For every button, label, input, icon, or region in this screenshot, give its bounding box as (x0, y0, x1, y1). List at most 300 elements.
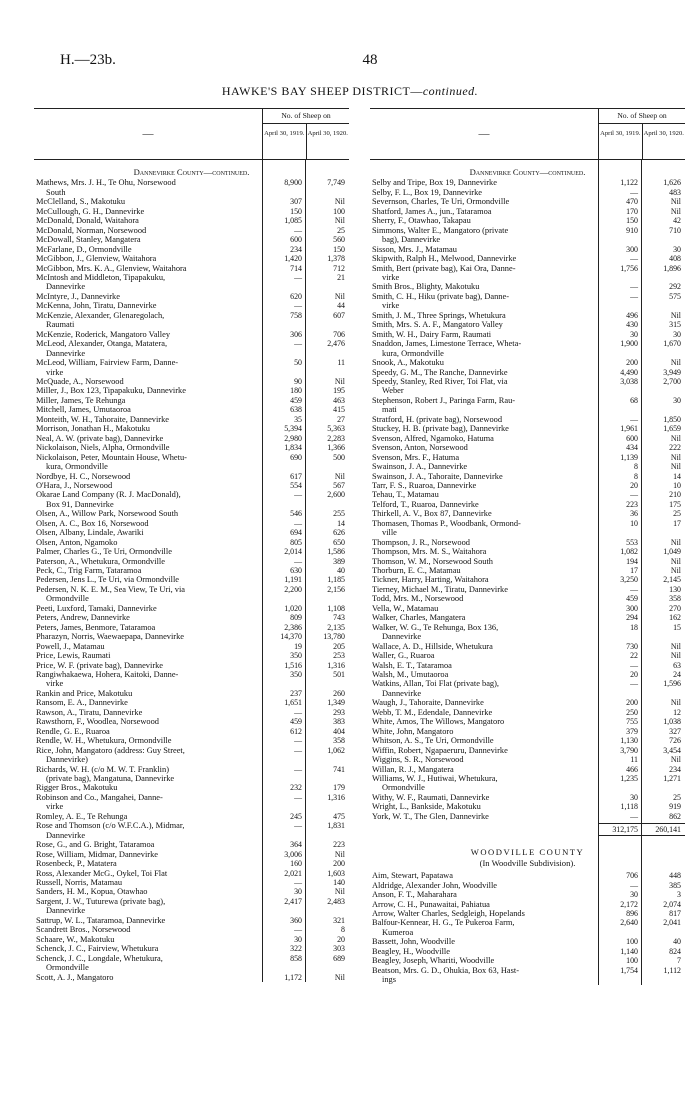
table-row (34, 528, 349, 537)
sheep-1919: 554 (290, 480, 302, 490)
holder-name: Rawson, A., Tiratu, Dannevirke (36, 707, 143, 717)
sheep-1920: 150 (333, 244, 345, 254)
sheep-1919: 307 (290, 197, 302, 207)
holder-name: McDonald, Donald, Waitahora (36, 216, 139, 226)
row-name-cell (34, 935, 263, 944)
sheep-1919: — (294, 556, 302, 566)
holder-name: virke (382, 272, 400, 282)
header-number-group (263, 109, 349, 159)
row-name-cell (370, 698, 599, 707)
sheep-1920: 10 (673, 480, 681, 490)
sheep-1919: — (630, 811, 638, 821)
sheep-1919: — (294, 272, 302, 282)
row-name-cell (34, 377, 263, 386)
sheep-1919 (263, 906, 306, 915)
sheep-1919: 620 (290, 291, 302, 301)
holder-name: Williams, W. J., Hutiwai, Whetukura, (372, 774, 498, 783)
table-row (34, 651, 349, 660)
holder-name: Scott, A. J., Mangatoro (36, 972, 114, 982)
sheep-1920: 383 (333, 717, 345, 727)
row-name-cell (34, 973, 263, 982)
sheep-1920 (642, 689, 685, 698)
sheep-1920: 321 (333, 915, 345, 925)
sheep-1919: — (630, 291, 638, 301)
row-name-cell (34, 575, 263, 584)
row-name-cell (370, 273, 599, 282)
sheep-1920: 17 (673, 518, 681, 528)
sheep-1919: 3,250 (620, 575, 638, 585)
sheep-1920: 303 (333, 944, 345, 954)
left-table (34, 108, 349, 982)
sheep-1919: 805 (290, 537, 302, 547)
header-name-column: — (370, 109, 599, 159)
holder-name: Price, Lewis, Raumati (36, 651, 111, 661)
holder-name: Smith, J. M., Three Springs, Whetukura (372, 310, 506, 320)
sheep-1920: 270 (669, 603, 681, 613)
holder-name: Watkins, Allan, Toi Flat (private bag), (372, 679, 499, 689)
table-row (34, 679, 349, 688)
row-name-cell (34, 897, 263, 906)
table-row (34, 812, 349, 821)
sheep-1920: 1,316 (327, 660, 345, 670)
sheep-1920: 253 (333, 651, 345, 661)
sheep-1920: 179 (333, 783, 345, 793)
sheep-1920 (642, 975, 685, 984)
sheep-1919 (599, 783, 642, 792)
sheep-1919 (599, 405, 642, 414)
row-name-cell (370, 717, 599, 726)
sheep-1920: Nil (670, 197, 681, 207)
holder-name: Svenson, Anton, Norsewood (372, 443, 468, 453)
sheep-1919 (599, 632, 642, 641)
table-row (34, 774, 349, 783)
holder-name: Ransom, E. A., Dannevirke (36, 698, 128, 708)
document-reference: H.—23b. (60, 52, 116, 68)
table-row (34, 736, 349, 745)
sheep-1920: 24 (673, 670, 681, 680)
table-row (34, 973, 349, 982)
table-row (34, 235, 349, 244)
sheep-1920: 575 (669, 291, 681, 301)
row-name-cell (34, 925, 263, 934)
sheep-1919: 20 (630, 670, 638, 680)
sheep-1919 (263, 802, 306, 811)
page-title (0, 84, 700, 99)
sheep-1919: 232 (290, 783, 302, 793)
sheep-1920: 415 (333, 405, 345, 415)
row-name-cell (370, 793, 599, 802)
table-row (370, 890, 685, 899)
sheep-1920: Nil (670, 641, 681, 651)
row-name-cell (34, 613, 263, 622)
sheep-1920: 501 (333, 670, 345, 680)
table-row (370, 547, 685, 556)
sheep-1919 (263, 831, 306, 840)
holder-name: Rendle, W. H., Whetukura, Ormondville (36, 736, 172, 746)
sheep-1919: 250 (626, 707, 638, 717)
sheep-1919: — (294, 339, 302, 349)
sheep-1920: 2,483 (327, 896, 345, 906)
row-name-cell (370, 547, 599, 556)
row-name-cell (370, 178, 599, 187)
holder-name: McLeod, William, Fairview Farm, Danne- (36, 358, 179, 368)
holder-name: Dannevirke (46, 282, 86, 292)
holder-name: Pedersen, N. K. E. M., Sea View, Te Uri, via (36, 584, 186, 594)
sheep-1919: 5,394 (284, 424, 302, 434)
table-row (34, 178, 349, 187)
sheep-1920: 2,074 (663, 899, 681, 909)
holder-name: Rose, William, Midmar, Dannevirke (36, 849, 158, 859)
table-row (34, 358, 349, 367)
sheep-1920: 817 (669, 908, 681, 918)
row-name-cell (370, 254, 599, 263)
sheep-1919: 50 (294, 358, 302, 368)
sheep-1920 (306, 906, 349, 915)
holder-name: Thomasen, Thomas P., Woodbank, Ormond- (372, 518, 521, 528)
table-row (370, 443, 685, 452)
sheep-1919: 22 (630, 651, 638, 661)
sheep-1920: 3 (677, 890, 681, 900)
table-row (370, 311, 685, 320)
holder-name: Thirkell, A. V., Box 87, Dannevirke (372, 509, 492, 519)
holder-name: McKenzie, Roderick, Mangatoro Valley (36, 329, 171, 339)
table-row (34, 273, 349, 282)
table-row (370, 918, 685, 927)
sheep-1920: 560 (333, 235, 345, 245)
sheep-1920: 1,049 (663, 547, 681, 557)
holder-name: Speedy, G. M., The Ranche, Dannevirke (372, 367, 508, 377)
table-row (34, 339, 349, 348)
holder-name: Nickolaison, Niels, Alpha, Ormondville (36, 443, 170, 453)
sheep-1919: 1,082 (620, 547, 638, 557)
sheep-1920: 404 (333, 726, 345, 736)
sheep-1920: 292 (669, 282, 681, 292)
sheep-1920: 12 (673, 707, 681, 717)
table-row (34, 613, 349, 622)
table-row (34, 282, 349, 291)
sheep-1919: 1,516 (284, 660, 302, 670)
table-row (34, 216, 349, 225)
row-name-cell (370, 405, 599, 414)
sheep-1919: 350 (290, 670, 302, 680)
holder-name: Stratford, H. (private bag), Norsewood (372, 414, 503, 424)
table-row (370, 264, 685, 273)
sheep-1920: 650 (333, 537, 345, 547)
holder-name: ings (382, 975, 396, 985)
table-row (370, 254, 685, 263)
row-name-cell (370, 368, 599, 377)
sheep-1920: 689 (333, 953, 345, 963)
holder-name: Speedy, Stanley, Red River, Toi Flat, via (372, 376, 508, 386)
holder-name: Peters, Andrew, Dannevirke (36, 613, 130, 623)
row-name-cell (370, 727, 599, 736)
row-name-cell (34, 954, 263, 963)
sheep-1919: 300 (626, 244, 638, 254)
sheep-1920: 743 (333, 613, 345, 623)
sheep-1920 (642, 386, 685, 395)
holder-name: Olsen, Anton, Ngamoko (36, 537, 118, 547)
sheep-1919: — (294, 518, 302, 528)
row-name-cell (34, 188, 263, 197)
sheep-1920: Nil (670, 537, 681, 547)
row-name-cell (34, 698, 263, 707)
holder-name: Rawsthorn, F., Woodlea, Norsewood (36, 717, 159, 727)
sheep-1919: 294 (626, 613, 638, 623)
row-name-cell (370, 613, 599, 622)
holder-name: Balfour-Kennear, H. G., Te Pukeroa Farm, (372, 918, 515, 928)
row-name-cell (34, 566, 263, 575)
row-name-cell (34, 547, 263, 556)
holder-name: Arrow, C. H., Punawaitai, Pahiatua (372, 899, 490, 909)
header-year-1920: April 30, 1920. (642, 124, 686, 159)
table-row (370, 661, 685, 670)
holder-name: Paterson, A., Whetukura, Ormondville (36, 556, 165, 566)
sheep-1920: 824 (669, 946, 681, 956)
row-name-cell (370, 670, 599, 679)
row-name-cell (370, 566, 599, 575)
sheep-1920: 1,108 (327, 603, 345, 613)
page-number: 48 (362, 52, 378, 68)
sheep-1919: 30 (630, 890, 638, 900)
table-row (34, 311, 349, 320)
row-name-cell (34, 594, 263, 603)
holder-name: McIntyre, J., Dannevirke (36, 291, 120, 301)
sheep-1919: 2,417 (284, 896, 302, 906)
sheep-1920 (306, 320, 349, 329)
holder-name: Aim, Stewart, Papatawa (372, 871, 453, 881)
sheep-1919: 600 (290, 235, 302, 245)
table-row (34, 490, 349, 499)
table-row (370, 928, 685, 937)
sheep-1919: 150 (626, 216, 638, 226)
sheep-1919: 30 (294, 887, 302, 897)
row-name-cell (34, 320, 263, 329)
row-name-cell (370, 235, 599, 244)
row-name-cell (34, 528, 263, 537)
row-name-cell (370, 415, 599, 424)
row-name-cell (34, 301, 263, 310)
holder-name: Price, W. F. (private bag), Dannevirke (36, 660, 164, 670)
row-name-cell (34, 339, 263, 348)
holder-name: Shatford, James A., jun., Tataramoa (372, 206, 492, 216)
holder-name: Swainson, J. A., Tahoraite, Dannevirke (372, 471, 503, 481)
table-row (34, 831, 349, 840)
sheep-1919: 617 (290, 471, 302, 481)
holder-name: Mitchell, James, Umutaoroa (36, 405, 131, 415)
holder-name: Romley, A. E., Te Rehunga (36, 811, 128, 821)
sheep-1920: 448 (669, 871, 681, 881)
table-row (34, 755, 349, 764)
holder-name: Thompson, J. R., Norsewood (372, 537, 470, 547)
table-row (34, 661, 349, 670)
holder-name: virke (46, 679, 64, 689)
row-name-cell (34, 264, 263, 273)
row-name-cell (370, 900, 599, 909)
sheep-1920: 293 (333, 707, 345, 717)
holder-name: Miller, James, Te Rehunga (36, 395, 126, 405)
row-name-cell (34, 557, 263, 566)
sheep-1919: 364 (290, 840, 302, 850)
row-name-cell (370, 434, 599, 443)
table-row (34, 500, 349, 509)
row-name-cell (370, 956, 599, 965)
sheep-1919: 3,038 (620, 376, 638, 386)
sheep-1920: 2,041 (663, 918, 681, 928)
table-row (34, 727, 349, 736)
row-name-cell (370, 774, 599, 783)
row-name-cell (34, 783, 263, 792)
table-row (34, 453, 349, 462)
sheep-1920: Nil (670, 755, 681, 765)
sheep-1920 (642, 528, 685, 537)
row-name-cell (370, 462, 599, 471)
holder-name: McQuade, A., Norsewood (36, 376, 124, 386)
sheep-1920: 5,363 (327, 424, 345, 434)
row-name-cell (370, 708, 599, 717)
sheep-1919 (599, 689, 642, 698)
sheep-1919: 35 (294, 414, 302, 424)
table-row (370, 330, 685, 339)
table-row (370, 670, 685, 679)
holder-name: McLeod, Alexander, Otanga, Matatera, (36, 339, 168, 349)
sheep-1920: 2,600 (327, 490, 345, 500)
row-name-cell (370, 472, 599, 481)
row-name-cell (370, 802, 599, 811)
sheep-1919: 200 (626, 698, 638, 708)
holder-name: Smith, C. H., Hiku (private bag), Danne- (372, 291, 509, 301)
sheep-1919: 459 (290, 395, 302, 405)
sheep-1920: 2,476 (327, 339, 345, 349)
sheep-1919 (263, 963, 306, 972)
row-name-cell (370, 490, 599, 499)
table-row (370, 282, 685, 291)
sheep-1920 (306, 462, 349, 471)
holder-name: Pedersen, Jens L., Te Uri, via Ormondville (36, 575, 179, 585)
row-name-cell (34, 944, 263, 953)
sheep-1920: 741 (333, 764, 345, 774)
table-row (34, 575, 349, 584)
holder-name: virke (46, 367, 64, 377)
sheep-1919 (599, 235, 642, 244)
sheep-1920: Nil (670, 462, 681, 472)
sheep-1919: 1,900 (620, 339, 638, 349)
table-row (370, 188, 685, 197)
sheep-1920: 40 (337, 566, 345, 576)
table-row (34, 415, 349, 424)
row-name-cell (34, 661, 263, 670)
row-name-cell (370, 386, 599, 395)
holder-name: Smith, W. H., Dairy Farm, Raumati (372, 329, 492, 339)
holder-name: ville (382, 528, 397, 538)
table-row (370, 585, 685, 594)
row-name-cell (34, 831, 263, 840)
holder-name: Dannevirke (382, 688, 422, 698)
row-name-cell (34, 207, 263, 216)
row-name-cell (370, 755, 599, 764)
row-name-cell (34, 906, 263, 915)
sheep-1919 (263, 368, 306, 377)
sheep-1920: 862 (669, 811, 681, 821)
sheep-1919: — (630, 254, 638, 264)
row-name-cell (370, 282, 599, 291)
holder-name: Sattrup, W. L., Tataramoa, Dannevirke (36, 915, 166, 925)
table-row (34, 623, 349, 632)
table-row (370, 349, 685, 358)
sheep-1920: 1,626 (663, 178, 681, 188)
table-row (34, 264, 349, 273)
table-row (370, 755, 685, 764)
holder-name: kura, Ormondville (46, 462, 108, 472)
row-name-cell (370, 642, 599, 651)
holder-name: Schenck, J. C., Longdale, Whetukura, (36, 953, 163, 963)
sheep-1919: — (630, 660, 638, 670)
table-row (370, 727, 685, 736)
row-name-cell (34, 746, 263, 755)
row-name-cell (34, 292, 263, 301)
row-name-cell (34, 396, 263, 405)
table-row (34, 944, 349, 953)
sheep-1919: 612 (290, 726, 302, 736)
holder-name: Raumati (46, 320, 75, 330)
row-name-cell (370, 377, 599, 386)
holder-name: York, W. T., The Glen, Dannevirke (372, 811, 489, 821)
sheep-1920: 260 (333, 688, 345, 698)
row-name-cell (370, 320, 599, 329)
sheep-1919: 194 (626, 556, 638, 566)
table-row (34, 481, 349, 490)
sheep-1919: 30 (630, 329, 638, 339)
sheep-1920: 195 (333, 386, 345, 396)
row-name-cell (370, 197, 599, 206)
sheep-1920: 30 (673, 244, 681, 254)
sheep-1919 (599, 528, 642, 537)
sheep-1919: 758 (290, 310, 302, 320)
sheep-1919: 1,651 (284, 698, 302, 708)
sheep-1919: 30 (630, 792, 638, 802)
sheep-1920 (306, 594, 349, 603)
table-row (34, 746, 349, 755)
row-name-cell (34, 821, 263, 830)
holder-name: Beatson, Mrs. G. D., Ohukia, Box 63, Hast- (372, 965, 520, 975)
table-row (370, 178, 685, 187)
holder-name: Miller, J., Box 123, Tipapakuku, Dannevirke (36, 386, 186, 396)
holder-name: mati (382, 405, 397, 415)
sheep-1919: 755 (626, 717, 638, 727)
sheep-1920: 1,062 (327, 745, 345, 755)
sheep-1920 (306, 500, 349, 509)
table-row (34, 349, 349, 358)
table-row (34, 840, 349, 849)
sheep-1919: 1,961 (620, 424, 638, 434)
sheep-1919: — (294, 225, 302, 235)
row-name-cell (370, 453, 599, 462)
right-table (370, 108, 685, 985)
row-name-cell (34, 812, 263, 821)
sheep-1920 (306, 802, 349, 811)
table-row (34, 954, 349, 963)
header-sheep-count: No. of Sheep on (599, 109, 685, 124)
sheep-1919: 546 (290, 509, 302, 519)
holder-name: Weber (382, 386, 404, 396)
sheep-1919: — (630, 880, 638, 890)
sheep-1920: Nil (334, 887, 345, 897)
sheep-1920: 1,596 (663, 679, 681, 689)
row-name-cell (34, 802, 263, 811)
totals-row (370, 823, 685, 836)
holder-name: Powell, J., Matamau (36, 641, 105, 651)
sheep-1920: 1,831 (327, 821, 345, 831)
sheep-1920: 25 (673, 509, 681, 519)
